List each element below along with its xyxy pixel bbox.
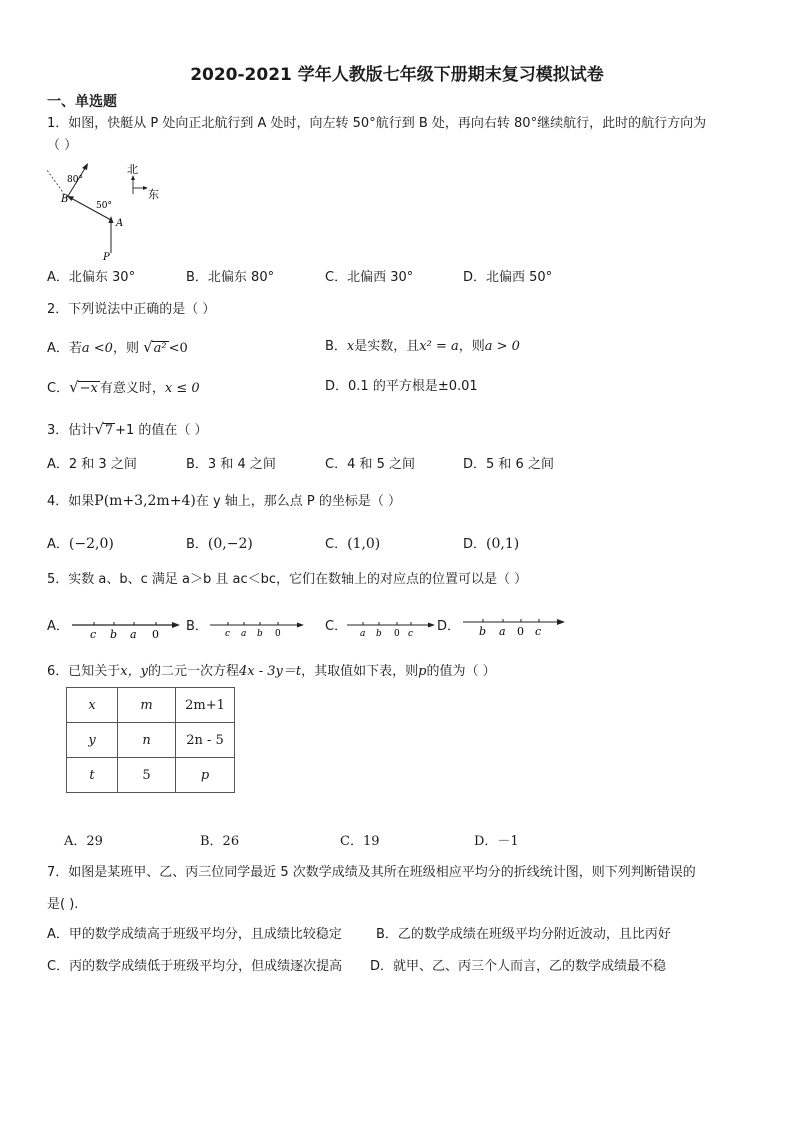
q1-stem: 1．如图，快艇从 P 处向正北航行到 A 处时，向左转 50°航行到 B 处，再向右转 80°继续航行，此时的航行方向为 xyxy=(47,116,707,131)
q3-post: +1 的值在（ ） xyxy=(115,423,208,438)
q2-c-mid: 有意义时， xyxy=(99,381,165,396)
q5-numberline-d xyxy=(461,614,567,640)
q4-option-a-label: A． xyxy=(47,537,69,552)
q5-a-tick-3: 0 xyxy=(152,628,159,641)
radical-sign: √ xyxy=(94,420,104,438)
q1-fig-east: 东 xyxy=(148,188,159,201)
q7-option-d: D．就甲、乙、丙三个人而言，乙的数学成绩最不稳 xyxy=(370,959,667,974)
q5-a-tick-2: a xyxy=(130,628,137,641)
q1-fig-angle1: 80° xyxy=(67,175,83,185)
q1-fig-a: A xyxy=(116,218,124,229)
q6-pre: 6．已知关于 xyxy=(47,664,121,679)
q1-fig-b: B xyxy=(61,194,69,205)
q4-option-a-value: (−2,0) xyxy=(68,536,114,552)
q6-option-d: D．－1 xyxy=(474,834,519,849)
q2-option-a xyxy=(47,338,188,358)
q4-point: P(m+3,2m+4) xyxy=(94,493,196,509)
q4-post: 在 y 轴上，那么点 P 的坐标是（ ） xyxy=(195,494,402,509)
q2-b-mid1: 是实数，且 xyxy=(354,339,420,354)
q5-c-tick-3: c xyxy=(408,629,414,639)
q1-option-c: C．北偏西 30° xyxy=(325,270,414,285)
radical-sign: √ xyxy=(69,378,79,396)
q2-b-eq: x² = a xyxy=(419,339,459,354)
q7-stem-line1: 7．如图是某班甲、乙、丙三位同学最近 5 次数学成绩及其所在班级相应平均分的折线统计图，则下列判断错误的 xyxy=(47,865,696,880)
table-cell: p xyxy=(176,758,235,793)
q2-b-res: a > 0 xyxy=(484,339,520,354)
q6-p: p xyxy=(418,664,427,679)
q1-fig-p: P xyxy=(103,252,110,262)
q3-option-c: C．4 和 5 之间 xyxy=(325,457,416,472)
q1-option-a: A．北偏东 30° xyxy=(47,270,136,285)
q4-pre: 4．如果 xyxy=(47,494,95,509)
q5-c-tick-2: 0 xyxy=(394,629,400,639)
q6-option-a: A．29 xyxy=(64,834,103,849)
q6-mid: 的二元一次方程 xyxy=(147,664,239,679)
q4-option-d-label: D． xyxy=(463,537,487,552)
q2-a-mid: ，则 xyxy=(112,341,139,356)
q5-a-tick-0: c xyxy=(90,628,97,641)
section-heading: 一、单选题 xyxy=(47,94,117,110)
q1-paren: （ ） xyxy=(47,138,78,153)
table-row xyxy=(67,758,235,793)
radical-sign: √ xyxy=(143,338,153,356)
q5-d-tick-3: c xyxy=(535,625,542,638)
q6-eq: 4x - 3y＝t xyxy=(238,664,302,679)
q4-option-d-value: (0,1) xyxy=(486,536,520,552)
q2-c-radicand: −x xyxy=(79,381,98,396)
q3-option-b: B．3 和 4 之间 xyxy=(186,457,276,472)
q6-option-b: B．26 xyxy=(200,834,240,849)
q5-numberline-b xyxy=(208,618,306,640)
q6-option-c: C．19 xyxy=(340,834,380,849)
q2-b-pre: B． xyxy=(325,339,347,354)
q5-b-tick-0: c xyxy=(225,629,231,639)
q5-c-tick-0: a xyxy=(360,629,366,639)
table-cell: n xyxy=(118,723,176,758)
q3-radicand: 7 xyxy=(104,423,114,438)
q2-option-b xyxy=(325,338,520,356)
q7-option-c: C．丙的数学成绩低于班级平均分，但成绩逐次提高 xyxy=(47,959,343,974)
q2-b-mid2: ，则 xyxy=(458,339,485,354)
q5-b-tick-1: a xyxy=(241,629,247,639)
q7-option-b: B．乙的数学成绩在班级平均分附近波动，且比丙好 xyxy=(376,927,671,942)
table-cell: t xyxy=(67,758,118,793)
q4-option-c-value: (1,0) xyxy=(347,536,381,552)
q5-a-tick-1: b xyxy=(110,628,118,641)
q1-fig-north: 北 xyxy=(127,163,138,176)
q1-figure xyxy=(45,160,175,262)
q5-c-tick-1: b xyxy=(376,629,382,639)
table-row xyxy=(67,688,235,723)
q4-option-b xyxy=(186,535,253,554)
table-cell: 2m+1 xyxy=(176,688,235,723)
table-row xyxy=(67,723,235,758)
table-cell: m xyxy=(118,688,176,723)
table-cell: x xyxy=(67,688,118,723)
q1-option-d: D．北偏西 50° xyxy=(463,270,553,285)
q5-b-tick-3: 0 xyxy=(275,629,281,639)
q2-c-res: x ≤ 0 xyxy=(164,381,200,396)
q3-stem xyxy=(47,420,208,440)
q4-option-a xyxy=(47,535,114,554)
q2-a-cond: a <0 xyxy=(81,341,113,356)
q5-option-d-label: D． xyxy=(437,619,461,634)
q5-b-tick-2: b xyxy=(257,629,263,639)
q7-option-a: A．甲的数学成绩高于班级平均分，且成绩比较稳定 xyxy=(47,927,342,942)
q4-stem xyxy=(47,492,401,511)
q5-option-a-label: A． xyxy=(47,619,69,634)
q5-d-tick-0: b xyxy=(479,625,487,638)
q5-d-tick-1: a xyxy=(499,625,506,638)
q5-option-b-label: B． xyxy=(186,619,208,634)
q7-stem-line2: 是( ). xyxy=(47,897,79,912)
q4-option-d xyxy=(463,535,519,554)
q3-pre: 3．估计 xyxy=(47,423,95,438)
q6-table xyxy=(66,687,235,793)
q1-option-b: B．北偏东 80° xyxy=(186,270,275,285)
q2-c-pre: C． xyxy=(47,381,70,396)
q5-stem: 5．实数 a、b、c 满足 a＞b 且 ac＜bc，它们在数轴上的对应点的位置可以是（ ） xyxy=(47,572,528,587)
q5-numberline-c xyxy=(345,618,437,640)
page-title: 2020-2021 学年人教版七年级下册期末复习模拟试卷 xyxy=(190,65,604,85)
q2-b-x: x xyxy=(346,339,355,354)
q2-a-post: <0 xyxy=(168,341,188,356)
q6-post: 的值为（ ） xyxy=(426,664,496,679)
q6-vars: x，y xyxy=(120,664,148,679)
q4-option-c xyxy=(325,535,380,554)
q3-option-a: A．2 和 3 之间 xyxy=(47,457,137,472)
q5-d-tick-2: 0 xyxy=(517,625,524,638)
q6-stem xyxy=(47,663,496,681)
q3-option-d: D．5 和 6 之间 xyxy=(463,457,554,472)
table-cell: 5 xyxy=(118,758,176,793)
q2-option-d: D．0.1 的平方根是±0.01 xyxy=(325,379,478,394)
q2-a-radicand: a² xyxy=(153,341,167,356)
q4-option-b-label: B． xyxy=(186,537,208,552)
q4-option-c-label: C． xyxy=(325,537,348,552)
q5-numberline-a xyxy=(70,616,182,642)
q1-fig-angle2: 50° xyxy=(96,201,112,211)
q5-option-c-label: C． xyxy=(325,619,348,634)
table-cell: y xyxy=(67,723,118,758)
q6-mid2: ，其取值如下表，则 xyxy=(301,664,419,679)
q2-option-c xyxy=(47,378,200,398)
table-cell: 2n - 5 xyxy=(176,723,235,758)
q2-a-pre: A．若 xyxy=(47,341,82,356)
q2-stem: 2．下列说法中正确的是（ ） xyxy=(47,302,216,317)
q4-option-b-value: (0,−2) xyxy=(207,536,253,552)
